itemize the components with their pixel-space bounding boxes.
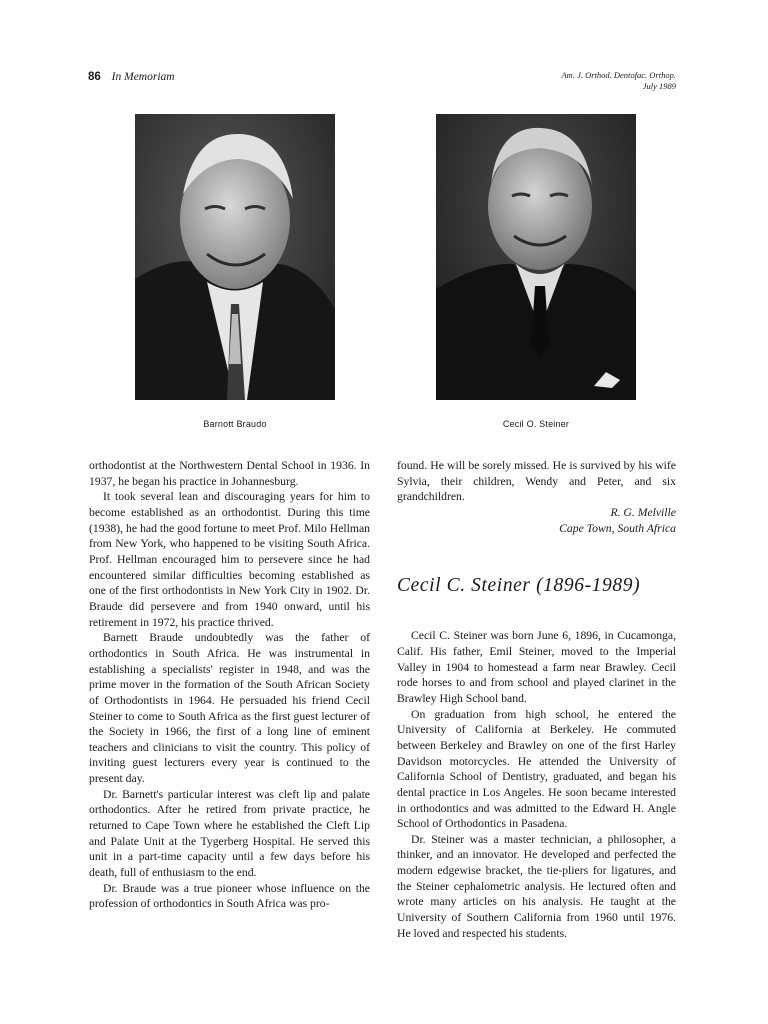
paragraph: orthodontist at the Northwestern Dental School in 1936. In 1937, he began his practice in Johannesburg. [89, 459, 370, 488]
paragraph: Dr. Steiner was a master technician, a philosopher, a thinker, and an innovator. He developed and perfected the modern edgewise bracket, the tie-pliers for ligatures, and the Steiner cephalometric analysis. He lectured often and wrote many articles on his analysis. He taught at the University of Southern California from 1960 until 1976. He loved and respected his students. [397, 832, 676, 940]
paragraph: Dr. Braude was a true pioneer whose influence on the profession of orthodontics in South Africa was pro- [89, 881, 370, 911]
signature-place: Cape Town, South Africa [559, 521, 676, 535]
signature-name: R. G. Melville [610, 505, 676, 519]
section-title: In Memoriam [111, 71, 175, 83]
header-left [88, 71, 175, 83]
paragraph: It took several lean and discouraging years for him to become established as an orthodontist. During this time (1938), he had the good fortune to meet Prof. Milo Hellman from New York, who happened to be visiting South Africa. Prof. Hellman encouraged him to persevere since he had encountered similar difficulties becoming established as one of the first orthodontists in New York City in 1902. Dr. Braude did persevere and from 1940 onward, until his retirement in 1972, his practice thrived. [89, 490, 370, 629]
paragraph: Barnett Braude undoubtedly was the father of orthodontics in South Africa. He was instrumental in establishing a specialists' register in 1948, and was the prime mover in the formation of the South African Society of Orthodontists in 1964. He persuaded his friend Cecil Steiner to come to South Africa as the first guest lecturer of the Society in 1966, the first of a long line of eminent teachers and clinicians to visit the country. This policy of inviting guest lecturers every year is continued to the present day. [89, 631, 370, 786]
author-signature [397, 505, 676, 536]
article-title: Cecil C. Steiner (1896-1989) [397, 575, 641, 597]
photo-caption-braude: Barnott Braudo [203, 419, 267, 429]
photo-caption-steiner: Cecil O. Steiner [502, 419, 570, 429]
header-right [561, 70, 676, 92]
page-number: 86 [88, 71, 101, 83]
portrait-photo-braude [135, 114, 335, 400]
paragraph: Dr. Barnett's particular interest was cleft lip and palate orthodontics. After he retired from private practice, he returned to Cape Town where he established the Cleft Lip and Palate Unit at the Tygerberg Hospital. He served this unit in a part-time capacity until a few days before his death, full of enthusiasm to the end. [89, 787, 370, 880]
journal-issue: July 1989 [642, 81, 676, 91]
paragraph: found. He will be sorely missed. He is survived by his wife Sylvia, their children, Wendy and Peter, and six grandchildren. [397, 459, 676, 504]
right-column [397, 458, 676, 941]
spacer [397, 598, 676, 628]
left-column [89, 458, 370, 912]
portrait-photo-steiner [436, 114, 636, 400]
paragraph: Cecil C. Steiner was born June 6, 1896, in Cucamonga, Calif. His father, Emil Steiner, moved to the Imperial Valley in 1904 to homestead a farm near Brawley. Cecil rode horses to and from school and played clarinet in the Brawley High School band. [397, 629, 676, 705]
journal-name: Am. J. Orthod. Dentofac. Orthop. [561, 70, 676, 80]
paragraph: On graduation from high school, he entered the University of California at Berkeley. He commuted between Berkeley and Brawley on one of the first Harley Davidson motorcycles. He attended the University of California School of Dentistry, graduated, and began his dental practice in Los Angeles. He soon became interested in orthodontics and was admitted to the Edward H. Angle School of Orthodontics in Pasadena. [397, 707, 676, 831]
